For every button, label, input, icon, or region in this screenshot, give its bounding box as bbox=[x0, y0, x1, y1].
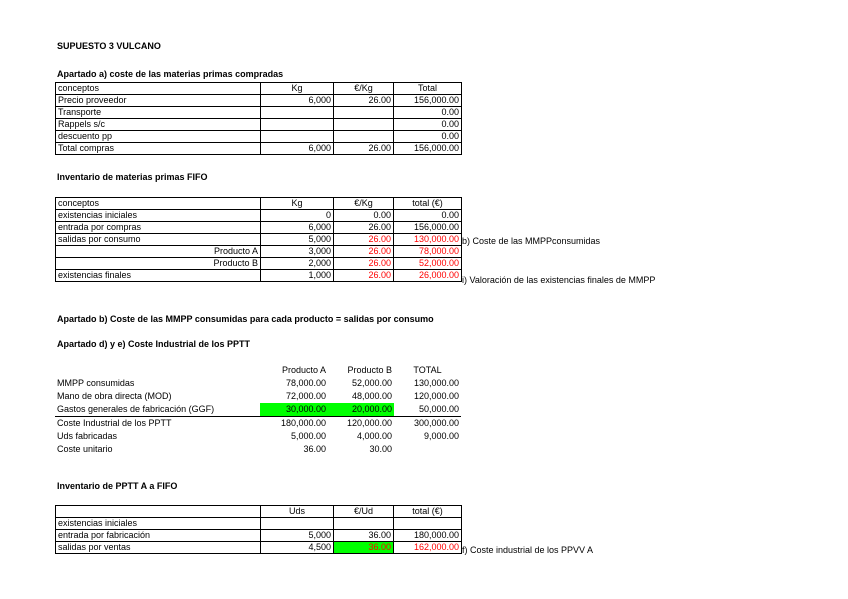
table-row bbox=[56, 542, 462, 554]
table-cell: 156,000.00 bbox=[394, 143, 462, 155]
table-cell: Coste unitario bbox=[57, 444, 113, 454]
table-cell: 26.00 bbox=[334, 95, 394, 107]
table-cell: entrada por fabricación bbox=[56, 530, 261, 542]
table-cell: salidas por ventas bbox=[56, 542, 261, 554]
table-cell: 130,000.00 bbox=[394, 234, 462, 246]
table-cell: 78,000.00 bbox=[394, 246, 462, 258]
table-cell: 4,000.00 bbox=[356, 431, 392, 441]
table-cell bbox=[261, 131, 334, 143]
table-cell: 78,000.00 bbox=[285, 378, 326, 388]
table-header-row bbox=[55, 364, 461, 377]
table-cell: 0.00 bbox=[394, 107, 462, 119]
table-cell: 300,000.00 bbox=[394, 417, 461, 431]
table-cell: 36.00 bbox=[334, 542, 394, 554]
table-cell bbox=[334, 107, 394, 119]
table-row bbox=[56, 270, 462, 282]
table-cell: 180,000.00 bbox=[394, 530, 462, 542]
table-header-row bbox=[56, 506, 462, 518]
table-cell: Coste Industrial de los PPTT bbox=[55, 417, 260, 431]
table-row bbox=[56, 210, 462, 222]
table-cell: 30,000.00 bbox=[260, 403, 328, 417]
table-cell: 0.00 bbox=[334, 210, 394, 222]
table-cell: 52,000.00 bbox=[394, 258, 462, 270]
table-cell: 130,000.00 bbox=[413, 378, 459, 388]
table-cell: 52,000.00 bbox=[351, 378, 392, 388]
table-cell: 26.00 bbox=[334, 222, 394, 234]
raw-materials-inventory-table bbox=[55, 197, 462, 282]
header-cell: Producto B bbox=[347, 365, 392, 375]
table-row bbox=[56, 143, 462, 155]
header-cell: Kg bbox=[261, 83, 334, 95]
table-cell: 4,500 bbox=[261, 542, 334, 554]
table-cell: 26.00 bbox=[334, 270, 394, 282]
table-row bbox=[55, 377, 461, 390]
table-row bbox=[55, 443, 461, 456]
table-row bbox=[55, 390, 461, 403]
table-cell: 26.00 bbox=[334, 258, 394, 270]
table-header-row bbox=[56, 198, 462, 210]
note-f: f) Coste industrial de los PPVV A bbox=[462, 545, 594, 555]
table-cell: 26.00 bbox=[334, 246, 394, 258]
table-row bbox=[55, 430, 461, 443]
table-cell: 2,000 bbox=[261, 258, 334, 270]
table-cell: 26,000.00 bbox=[394, 270, 462, 282]
header-cell: total (€) bbox=[394, 506, 462, 518]
header-cell: €/Kg bbox=[334, 83, 394, 95]
table-cell: 5,000.00 bbox=[290, 431, 326, 441]
table-cell: 3,000 bbox=[261, 246, 334, 258]
table-cell: 20,000.00 bbox=[328, 403, 394, 417]
header-cell: Producto A bbox=[281, 365, 326, 375]
finished-goods-inventory-table bbox=[55, 505, 462, 554]
header-cell: €/Kg bbox=[334, 198, 394, 210]
table-cell: 50,000.00 bbox=[418, 404, 459, 414]
header-cell bbox=[56, 506, 261, 518]
industrial-cost-table bbox=[55, 364, 461, 456]
table-cell: 0 bbox=[261, 210, 334, 222]
table-row bbox=[56, 107, 462, 119]
header-cell: Uds bbox=[261, 506, 334, 518]
note-b: b) Coste de las MMPPconsumidas bbox=[462, 236, 601, 246]
table-row bbox=[56, 222, 462, 234]
table-cell: 0.00 bbox=[394, 210, 462, 222]
table-cell: 6,000 bbox=[261, 95, 334, 107]
table-row bbox=[56, 258, 462, 270]
purchases-table bbox=[55, 82, 462, 155]
table-cell: existencias iniciales bbox=[56, 518, 261, 530]
table-row bbox=[56, 131, 462, 143]
table-row bbox=[56, 234, 462, 246]
table-cell: Gastos generales de fabricación (GGF) bbox=[57, 404, 215, 414]
finished-goods-inventory-heading: Inventario de PPTT A a FIFO bbox=[57, 481, 178, 491]
section-b-heading: Apartado b) Coste de las MMPP consumidas para cada producto = salidas por consumo bbox=[57, 314, 434, 324]
table-cell bbox=[334, 131, 394, 143]
table-cell: 162,000.00 bbox=[394, 542, 462, 554]
table-cell bbox=[261, 119, 334, 131]
table-row bbox=[56, 518, 462, 530]
table-cell: 1,000 bbox=[261, 270, 334, 282]
table-row bbox=[56, 119, 462, 131]
table-cell bbox=[334, 518, 394, 530]
table-cell: existencias iniciales bbox=[56, 210, 261, 222]
header-cell: conceptos bbox=[56, 83, 261, 95]
table-cell: 48,000.00 bbox=[351, 391, 392, 401]
table-row bbox=[56, 95, 462, 107]
table-cell: 120,000.00 bbox=[328, 417, 394, 431]
table-cell bbox=[261, 518, 334, 530]
header-cell: €/Ud bbox=[334, 506, 394, 518]
table-row bbox=[55, 417, 461, 431]
table-cell bbox=[261, 107, 334, 119]
table-cell bbox=[334, 119, 394, 131]
table-cell: 36.00 bbox=[334, 530, 394, 542]
table-cell: Precio proveedor bbox=[56, 95, 261, 107]
table-header-row bbox=[56, 83, 462, 95]
section-de-heading: Apartado d) y e) Coste Industrial de los PPTT bbox=[57, 339, 251, 349]
table-cell bbox=[394, 518, 462, 530]
table-cell: Total compras bbox=[56, 143, 261, 155]
table-cell: 0.00 bbox=[394, 131, 462, 143]
table-cell: 120,000.00 bbox=[413, 391, 459, 401]
table-cell: Producto B bbox=[56, 258, 261, 270]
header-cell: Kg bbox=[261, 198, 334, 210]
table-cell: Transporte bbox=[56, 107, 261, 119]
header-cell: Total bbox=[394, 83, 462, 95]
table-row bbox=[55, 403, 461, 417]
table-cell: 180,000.00 bbox=[260, 417, 328, 431]
table-cell: 156,000.00 bbox=[394, 222, 462, 234]
table-cell: 5,000 bbox=[261, 234, 334, 246]
table-cell: 9,000.00 bbox=[423, 431, 459, 441]
table-cell: MMPP consumidas bbox=[57, 378, 135, 388]
table-row bbox=[56, 246, 462, 258]
table-row bbox=[56, 530, 462, 542]
table-cell: 72,000.00 bbox=[285, 391, 326, 401]
table-cell: 6,000 bbox=[261, 222, 334, 234]
table-cell: 26.00 bbox=[334, 143, 394, 155]
raw-materials-inventory-heading: Inventario de materias primas FIFO bbox=[57, 172, 208, 182]
table-cell: 156,000.00 bbox=[394, 95, 462, 107]
page-title: SUPUESTO 3 VULCANO bbox=[57, 41, 161, 51]
header-cell: TOTAL bbox=[413, 365, 442, 375]
table-cell: 5,000 bbox=[261, 530, 334, 542]
note-i: i) Valoración de las existencias finales de MMPP bbox=[462, 275, 656, 285]
table-cell bbox=[394, 443, 461, 456]
table-cell: 26.00 bbox=[334, 234, 394, 246]
header-cell: total (€) bbox=[394, 198, 462, 210]
table-cell: existencias finales bbox=[56, 270, 261, 282]
header-cell: conceptos bbox=[56, 198, 261, 210]
table-cell: 36.00 bbox=[303, 444, 326, 454]
table-cell: 0.00 bbox=[394, 119, 462, 131]
table-cell: Mano de obra directa (MOD) bbox=[57, 391, 172, 401]
table-cell: Rappels s/c bbox=[56, 119, 261, 131]
table-cell: 30.00 bbox=[369, 444, 392, 454]
table-cell: Producto A bbox=[56, 246, 261, 258]
table-cell: entrada por compras bbox=[56, 222, 261, 234]
table-cell: 6,000 bbox=[261, 143, 334, 155]
table-cell: descuento pp bbox=[56, 131, 261, 143]
section-a-heading: Apartado a) coste de las materias primas compradas bbox=[57, 69, 284, 79]
table-cell: Uds fabricadas bbox=[57, 431, 118, 441]
table-cell: salidas por consumo bbox=[56, 234, 261, 246]
